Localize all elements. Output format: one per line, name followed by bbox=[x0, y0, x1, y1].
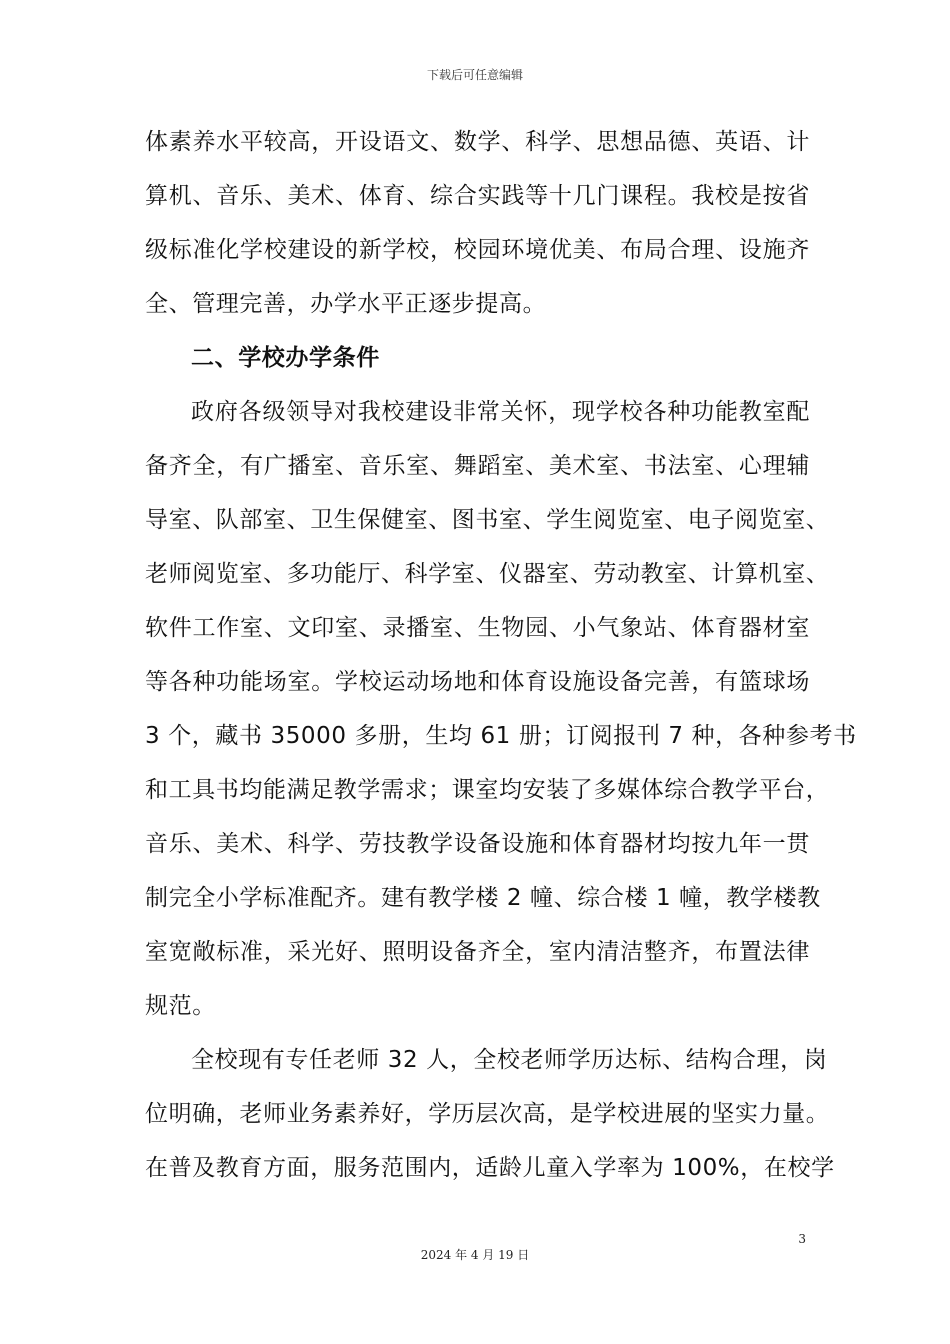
text-line: 级标准化学校建设的新学校，校园环境优美、布局合理、设施齐 bbox=[145, 237, 810, 263]
text-line: 等各种功能场室。学校运动场地和体育设施设备完善，有篮球场 bbox=[145, 669, 810, 695]
document-body bbox=[145, 118, 857, 1198]
text-line: 室宽敞标准，采光好、照明设备齐全，室内清洁整齐，布置法律 bbox=[145, 939, 810, 965]
page-number: 3 bbox=[798, 1232, 806, 1246]
section-heading: 二、学校办学条件 bbox=[191, 345, 380, 371]
text-line: 位明确，老师业务素养好，学历层次高，是学校进展的坚实力量。 bbox=[145, 1101, 830, 1127]
text-line: 全校现有专任老师 32 人，全校老师学历达标、结构合理，岗 bbox=[191, 1047, 828, 1073]
text-line: 老师阅览室、多功能厅、科学室、仪器室、劳动教室、计算机室、 bbox=[145, 561, 830, 587]
text-line: 体素养水平较高，开设语文、数学、科学、思想品德、英语、计 bbox=[145, 129, 810, 155]
text-line: 政府各级领导对我校建设非常关怀，现学校各种功能教室配 bbox=[191, 399, 810, 425]
text-line: 制完全小学标准配齐。建有教学楼 2 幢、综合楼 1 幢，教学楼教 bbox=[145, 885, 821, 911]
text-line: 在普及教育方面，服务范围内，适龄儿童入学率为 100%，在校学 bbox=[145, 1155, 835, 1181]
text-line: 备齐全，有广播室、音乐室、舞蹈室、美术室、书法室、心理辅 bbox=[145, 453, 810, 479]
text-line: 全、管理完善，办学水平正逐步提高。 bbox=[145, 291, 547, 317]
page-footer-date: 2024 年 4 月 19 日 bbox=[420, 1248, 530, 1262]
page-header-note: 下载后可任意编辑 bbox=[426, 68, 523, 82]
text-line: 3 个，藏书 35000 多册，生均 61 册；订阅报刊 7 种，各种参考书 bbox=[145, 723, 857, 749]
text-line: 软件工作室、文印室、录播室、生物园、小气象站、体育器材室 bbox=[145, 615, 810, 641]
text-line: 规范。 bbox=[145, 993, 216, 1019]
text-line: 音乐、美术、科学、劳技教学设备设施和体育器材均按九年一贯 bbox=[145, 831, 810, 857]
text-line: 和工具书均能满足教学需求；课室均安装了多媒体综合教学平台， bbox=[145, 777, 830, 803]
text-line: 导室、队部室、卫生保健室、图书室、学生阅览室、电子阅览室、 bbox=[145, 507, 830, 533]
text-line: 算机、音乐、美术、体育、综合实践等十几门课程。我校是按省 bbox=[145, 183, 810, 209]
